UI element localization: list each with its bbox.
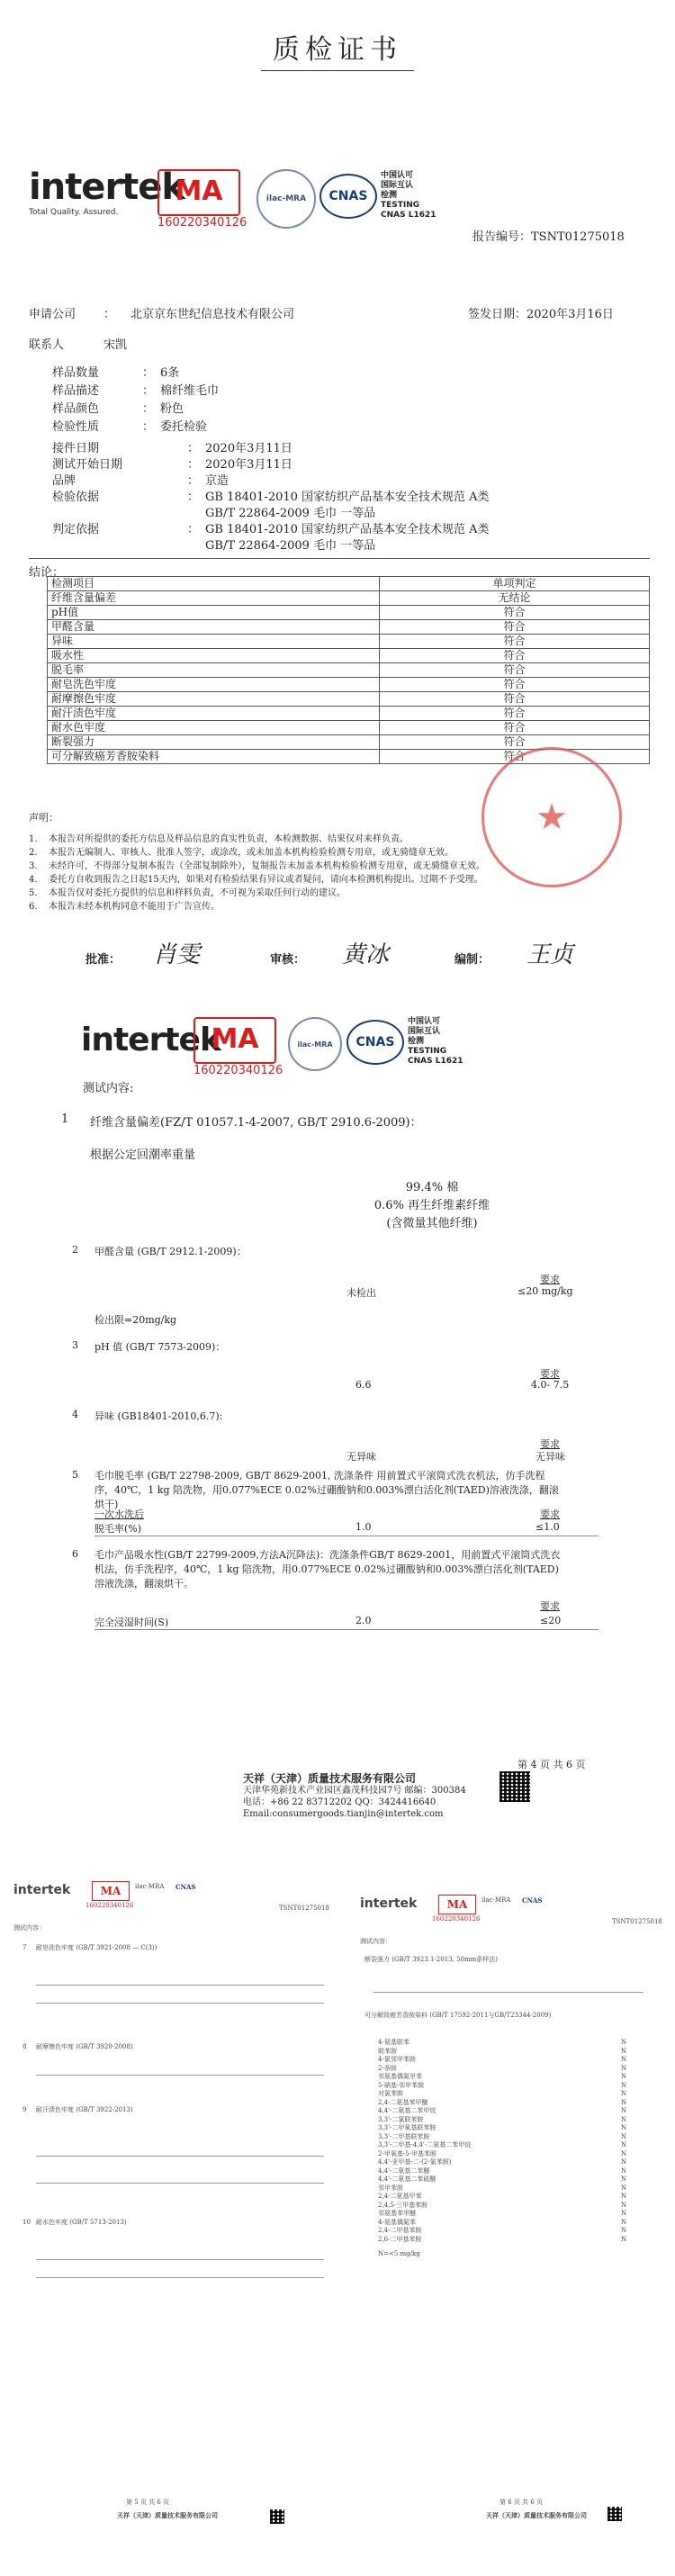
amine-row — [378, 2107, 648, 2115]
ilac-mra-logo: ilac-MRA — [482, 1896, 511, 1904]
table-row: 断裂强力 符合 — [48, 735, 650, 750]
breaking-strength-title: 断裂强力 (GB/T 3923.1-2013, 50mm条样法) — [364, 1956, 498, 1963]
amine-name: 2,4,5-三甲基苯胺 — [378, 2201, 428, 2209]
amine-result: N — [621, 2184, 627, 2192]
amine-name: 3,3'-二氯联苯胺 — [378, 2115, 424, 2123]
test-info-row: GB/T 22864-2009 毛巾 一等品 — [205, 539, 376, 553]
amine-result: N — [621, 2047, 627, 2055]
title-underline — [261, 70, 414, 71]
test-info — [52, 441, 490, 554]
amine-name: 4,4'-二氨基二苯硫醚 — [378, 2175, 436, 2183]
amine-name: 联苯胺 — [378, 2047, 397, 2055]
intertek-logo: intertek — [81, 1022, 220, 1058]
conclusion-label: 结论： — [29, 566, 65, 580]
ma-number: 160220340126 — [432, 1915, 481, 1923]
section-number: 6 — [72, 1548, 78, 1560]
amine-name: 4,4'-亚甲基-二-(2-氯苯胺) — [378, 2158, 452, 2166]
test-info-row: GB/T 22864-2009 毛巾 一等品 — [205, 507, 376, 520]
qr-code — [270, 2509, 284, 2524]
formaldehyde-requirement: ≤20 mg/kg — [518, 1285, 573, 1297]
amine-name: 3,3'-二甲基-4,4'-二氨基二苯甲烷 — [378, 2141, 472, 2148]
sample-info-row: 样品数量 ： 6条 — [52, 366, 180, 380]
requirement-header: 要求 — [540, 1274, 560, 1285]
ma-number: 160220340126 — [86, 1902, 134, 1909]
detection-limit: 检出限=20mg/kg — [94, 1314, 177, 1326]
table-header: 单项判定 — [380, 577, 650, 591]
note-item: 6. 本报告未经本机构同意不能用于广告宣传。 — [29, 902, 220, 912]
amine-row — [378, 2184, 648, 2193]
amine-result: N — [621, 2124, 627, 2131]
note-item: 1. 本报告对所提供的委托方信息及样品信息的真实性负责，本检测数据、结果仅对来样负责。 — [29, 834, 409, 844]
amine-name: 2,4-二氨基苯甲醚 — [378, 2098, 428, 2106]
section-number: 5 — [72, 1469, 78, 1481]
table-row: 纤维含量偏差 无结论 — [48, 591, 650, 606]
amine-result: N — [621, 2218, 627, 2226]
amine-name: 邻甲苯胺 — [378, 2184, 403, 2192]
amine-name: 5-硝基-邻甲苯胺 — [378, 2081, 425, 2089]
amine-result: N — [621, 2201, 627, 2209]
intertek-logo: intertek Total Quality. Assured. — [29, 167, 185, 217]
amine-title: 可分解致癌芳香胺染料 (GB/T 17592-2011与GB/T23344-2009) — [364, 2012, 552, 2019]
ma-logo: MA — [92, 1881, 130, 1901]
table-header: 检测项目 — [48, 577, 380, 591]
section-title: 耐汗渍色牢度 (GB/T 3922-2013) — [36, 2106, 133, 2113]
review-signature: 黄冰 — [342, 941, 390, 968]
test-content-label: 测试内容： — [14, 1924, 45, 1932]
review-label: 审核： — [270, 953, 306, 967]
section-title: 耐水色牢度 (GB/T 5713-2013) — [36, 2219, 127, 2226]
section-number: 7 — [22, 1944, 27, 1951]
ma-logo: MA 160220340126 — [194, 1017, 283, 1077]
amine-row — [378, 2236, 648, 2244]
ma-logo: MA — [438, 1895, 476, 1914]
test-info-row: 判定依据 ： GB 18401-2010 国家纺织产品基本安全技术规范 A类 — [52, 523, 490, 536]
applicant-colon: ： — [104, 308, 116, 321]
note-item: 3. 未经许可，不得部分复制本报告（全部复制除外），复制报告未加盖本机构检验检测专用章，或无骑缝章无效。 — [29, 861, 485, 871]
compile-label: 编制： — [454, 953, 490, 967]
amine-result: N — [621, 2193, 627, 2200]
amine-name: 2,6-二甲基苯胺 — [378, 2235, 422, 2243]
applicant-label: 申请公司 — [29, 308, 76, 321]
ph-title: pH 值 (GB/T 7573-2009)： — [94, 1341, 226, 1353]
section-title: 耐摩擦色牢度 (GB/T 3920-2008) — [36, 2043, 133, 2050]
lint-loss-row-label: 一次水洗后 — [94, 1509, 144, 1520]
page-number: 第 5 页 共 6 页 — [126, 2499, 170, 2506]
requirement-header: 要求 — [540, 1509, 560, 1520]
requirement-header: 要求 — [540, 1368, 560, 1380]
amine-row — [378, 2048, 648, 2056]
section-number: 10 — [22, 2219, 31, 2226]
amine-name: 3,3'-二甲氧基联苯胺 — [378, 2124, 436, 2131]
amine-result: N — [621, 2081, 627, 2089]
page-number: 第 6 页 共 6 页 — [500, 2499, 544, 2506]
table-row: 可分解致癌芳香胺染料 符合 — [48, 750, 650, 764]
amine-result: N — [621, 2090, 627, 2097]
qr-code — [608, 2507, 622, 2521]
amine-result: N — [621, 2166, 627, 2175]
fiber-content-title: 纤维含量偏差(FZ/T 01057.1-4-2007, GB/T 2910.6-2009)： — [90, 1116, 422, 1130]
amine-row — [378, 2099, 648, 2107]
approve-label: 批准： — [86, 953, 122, 967]
intertek-logo: intertek — [360, 1896, 418, 1911]
test-content-label: 测试内容： — [360, 1938, 392, 1945]
report-number: 报告编号：TSNT01275018 — [472, 230, 625, 244]
results-table — [47, 576, 650, 764]
amine-row — [378, 2210, 648, 2218]
amine-name: 2,4-二氨基甲苯 — [378, 2193, 422, 2200]
amine-row — [378, 2082, 648, 2090]
row-divider — [94, 1629, 598, 1630]
ilac-mra-logo: ilac-MRA — [256, 169, 316, 229]
test-info-row: 检验依据 ： GB 18401-2010 国家纺织产品基本安全技术规范 A类 — [52, 491, 490, 504]
table-row: 耐汗渍色牢度 符合 — [48, 707, 650, 721]
fiber-result: 99.4% 棉 0.6% 再生纤维素纤维 (含微量其他纤维) — [374, 1181, 490, 1230]
note-item: 4. 委托方自收到报告之日起15天内，如果对有检验结果有异议或者疑问，请向本检测机构提出。过期不予受理。 — [29, 875, 483, 885]
report-number: TSNT01275018 — [279, 1905, 329, 1912]
table-row: 耐皂洗色牢度 符合 — [48, 678, 650, 692]
section-title: 耐皂洗色牢度 (GB/T 3921-2008 — C(3)) — [36, 1944, 158, 1951]
note-item: 5. 本报告仅对委托方提供的信息和样料负责，不可视为采取任何行动的建议。 — [29, 888, 346, 898]
table-row: pH值 符合 — [48, 606, 650, 620]
amine-result: N — [621, 2064, 627, 2072]
cnas-logo: CNAS 中国认可 国际互认 检测 TESTING CNAS L1621 — [346, 1017, 464, 1067]
amine-result: N — [621, 2235, 627, 2243]
notes-list — [29, 833, 515, 914]
company-seal: ★ — [482, 747, 622, 887]
amine-result: N — [621, 2073, 627, 2080]
amine-row — [378, 2056, 648, 2064]
table-row: 甲醛含量 符合 — [48, 620, 650, 635]
amine-row — [378, 2158, 648, 2166]
table-row: 耐摩擦色牢度 符合 — [48, 692, 650, 707]
section-number: 3 — [72, 1339, 78, 1351]
applicant-value: 北京京东世纪信息技术有限公司 — [130, 308, 295, 321]
ma-logo: MA 160220340126 — [158, 169, 247, 230]
amine-row — [378, 2219, 648, 2227]
amine-name: 4-氯邻甲苯胺 — [378, 2056, 416, 2063]
section-number: 4 — [72, 1409, 78, 1420]
test-info-row: 测试开始日期 ： 2020年3月11日 — [52, 458, 292, 472]
sample-info-row: 检验性质 ： 委托检验 — [52, 420, 208, 434]
absorbency-requirement: ≤20 — [540, 1615, 562, 1626]
amine-name: 2-萘胺 — [378, 2064, 397, 2072]
note-item: 2. 本报告无编制人、审核人、批准人签字，或涂改，或未加盖本机构检验检测专用章，或无骑缝章无效。 — [29, 848, 454, 858]
amine-result: N — [621, 2107, 627, 2114]
odor-title: 异味 (GB18401-2010,6.7): — [94, 1410, 223, 1422]
amine-name: 4-氨基联苯 — [378, 2039, 410, 2046]
lint-loss-requirement: ≤1.0 — [536, 1521, 560, 1533]
ph-requirement: 4.0- 7.5 — [531, 1379, 570, 1391]
amine-name: 邻氨基偶氮甲苯 — [378, 2073, 422, 2080]
amine-row — [378, 2073, 648, 2081]
contact-label: 联系人 — [29, 338, 65, 352]
mini-page-left — [9, 1872, 342, 2565]
amine-row — [378, 2227, 648, 2235]
compile-signature: 王贞 — [526, 941, 574, 968]
lint-loss-label: 脱毛率(%) — [94, 1523, 142, 1535]
test-info-row: 接件日期 ： 2020年3月11日 — [52, 442, 292, 455]
table-row: 吸水性 符合 — [48, 649, 650, 663]
section-number: 8 — [22, 2043, 27, 2050]
page-footer: 天祥（天津）质量技术服务有限公司 — [117, 2511, 218, 2519]
absorbency-label: 完全浸湿时间(S) — [94, 1617, 169, 1628]
mini-page-right — [356, 1886, 670, 2552]
amine-name: 2,4-二甲基苯胺 — [378, 2227, 422, 2234]
test-info-row: 品牌 ： 京造 — [52, 474, 230, 488]
table-header-row — [48, 577, 650, 591]
sample-info-row: 样品描述 ： 棉纤维毛巾 — [52, 384, 220, 398]
amine-row — [378, 2141, 648, 2149]
table-row: 异味 符合 — [48, 635, 650, 649]
issue-date: 签发日期：2020年3月16日 — [468, 308, 614, 321]
page-footer: 天祥（天津）质量技术服务有限公司 天津华苑新技术产业园区鑫茂科技园7号 邮编：300384 电话：+86 22 83712202 QQ：3424416640 Email:consumergoods.tianjin@intertek.com — [243, 1772, 466, 1819]
page-title: 质检证书 — [273, 34, 402, 66]
odor-result: 无异味 — [346, 1451, 376, 1463]
approve-signature: 肖雯 — [153, 941, 201, 968]
ilac-mra-logo: ilac-MRA — [288, 1017, 342, 1071]
amine-result: N — [621, 2132, 627, 2140]
amine-result: N — [621, 2210, 627, 2217]
cnas-logo: CNAS — [176, 1883, 196, 1891]
sample-info-row: 样品颜色 ： 粉色 — [52, 402, 184, 416]
section-number: 2 — [72, 1244, 78, 1256]
amine-row — [378, 2039, 648, 2047]
test-content-label: 测试内容: — [83, 1082, 134, 1095]
amine-row — [378, 2167, 648, 2175]
amine-row — [378, 2065, 648, 2073]
conclusion-divider — [29, 558, 650, 559]
odor-requirement: 无异味 — [536, 1451, 565, 1463]
amine-result: N — [621, 2141, 627, 2148]
amine-row — [378, 2193, 648, 2201]
notes-label: 声明： — [29, 812, 58, 824]
amine-result: N — [621, 2056, 627, 2063]
amine-row — [378, 2124, 648, 2132]
page-footer: 天祥（天津）质量技术服务有限公司 — [486, 2511, 587, 2519]
fiber-basis: 根据公定回潮率重量 — [90, 1148, 196, 1162]
amine-row — [378, 2202, 648, 2210]
amine-result: N — [621, 2175, 627, 2183]
requirement-header: 要求 — [540, 1600, 560, 1612]
lint-loss-desc: 毛巾脱毛率 (GB/T 22798-2009, GB/T 8629-2001, 洗涤条件 用前置式平滚筒式洗衣机法，仿手洗程序，40℃，1 kg 陪洗物，用0.077%ECE 0.02%过硼酸钠和0.003%漂白活化剂(TAED)溶液洗涤，翻滚烘干) — [94, 1470, 559, 1510]
section-number: 9 — [22, 2106, 27, 2113]
amine-result: N — [621, 2039, 627, 2046]
ph-result: 6.6 — [356, 1379, 372, 1391]
report-number: TSNT01275018 — [612, 1918, 662, 1925]
absorbency-result: 2.0 — [356, 1615, 372, 1626]
requirement-header: 要求 — [540, 1438, 560, 1450]
contact-value: 宋凯 — [104, 338, 128, 352]
amine-name: 2-甲氧基-5-甲基苯胺 — [378, 2149, 437, 2157]
section-number: 1 — [61, 1112, 69, 1126]
amine-result: N — [621, 2158, 627, 2166]
limit-note: N=<5 mg/kg — [378, 2250, 420, 2257]
cnas-logo: CNAS — [522, 1896, 543, 1905]
amine-row — [378, 2133, 648, 2141]
amine-result: N — [621, 2149, 627, 2157]
amine-result: N — [621, 2227, 627, 2234]
amine-name: 4-氨基偶氮苯 — [378, 2218, 416, 2226]
formaldehyde-title: 甲醛含量 (GB/T 2912.1-2009)： — [94, 1246, 247, 1257]
amine-name: 3,3'-二甲基联苯胺 — [378, 2132, 430, 2140]
amine-result: N — [621, 2098, 627, 2106]
amine-row — [378, 2175, 648, 2184]
qr-code — [500, 1771, 530, 1802]
amine-row — [378, 2150, 648, 2158]
amine-result: N — [621, 2115, 627, 2123]
lint-loss-result: 1.0 — [356, 1521, 372, 1533]
amine-name: 4,4'-二氨基二苯甲烷 — [378, 2107, 436, 2114]
table-row: 脱毛率 符合 — [48, 663, 650, 678]
cnas-logo: CNAS 中国认可 国际互认 检测 TESTING CNAS L1621 — [320, 171, 436, 221]
amine-name: 4,4'-二氨基二苯醚 — [378, 2166, 430, 2175]
amine-row — [378, 2116, 648, 2124]
formaldehyde-result: 未检出 — [346, 1287, 376, 1299]
table-row: 耐水色牢度 符合 — [48, 721, 650, 735]
amine-row — [378, 2090, 648, 2098]
amine-name: 对氯苯胺 — [378, 2090, 403, 2097]
intertek-logo: intertek — [14, 1883, 71, 1897]
page-number: 第 4 页 共 6 页 — [518, 1759, 586, 1770]
absorbency-desc: 毛巾产品吸水性(GB/T 22799-2009,方法A沉降法)：洗涤条件GB/T 8629-2001，用前置式平滚筒式洗衣机法，仿手洗程序，40℃，1 kg 陪洗物，用0.077%ECE 0.02%过硼酸钠和0.003%漂白活化剂(TAED)溶液洗涤，翻滚烘干。 — [94, 1549, 561, 1590]
sample-info — [52, 365, 219, 437]
amine-name: 邻氨基苯甲醚 — [378, 2210, 416, 2217]
ilac-mra-logo: ilac-MRA — [135, 1883, 165, 1890]
